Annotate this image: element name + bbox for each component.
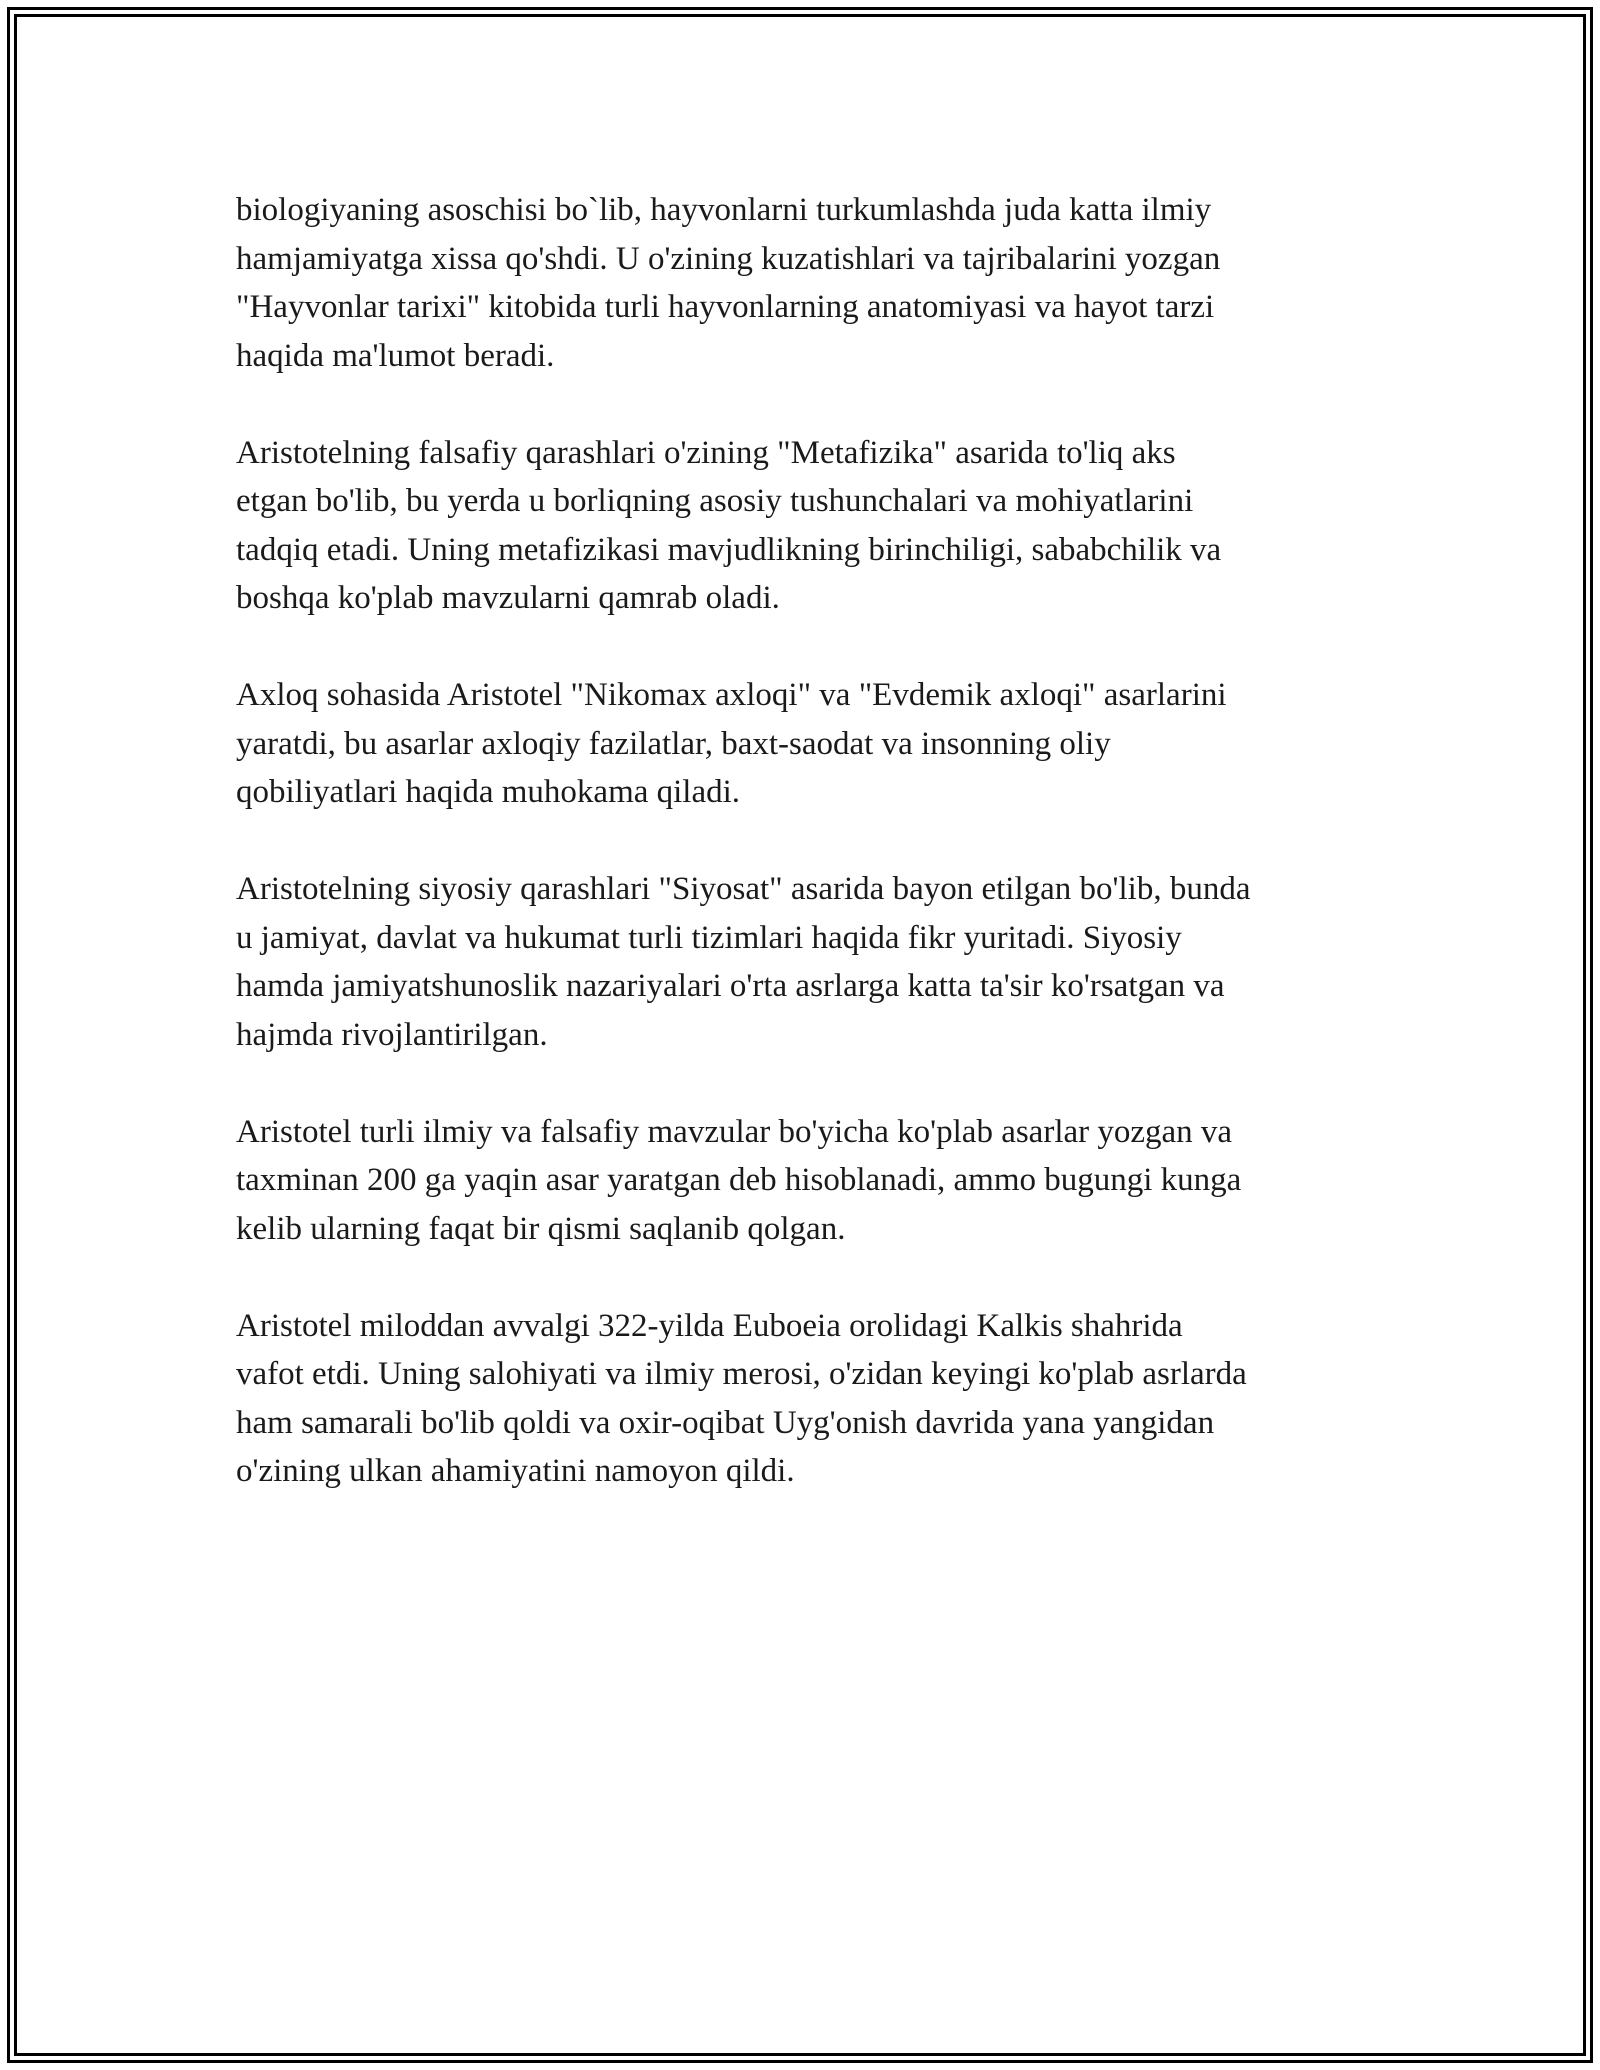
paragraph-2: Aristotelning falsafiy qarashlari o'zining "Metafizika" asarida to'liq aks etgan bo'lib, bu yerda u borliqning asosiy tushunchalari va mohiyatlarini tadqiq etadi. Uning metafizikasi mavjudlikning birinchiligi, sababchilik va boshqa ko'plab mavzularni qamrab oladi. [236, 434, 1222, 616]
paragraph-1: biologiyaning asoschisi bo`lib, hayvonlarni turkumlashda juda katta ilmiy hamjamiyatga xissa qo'shdi. U o'zining kuzatishlari va tajribalarini yozgan "Hayvonlar tarixi" kitobida turli hayvonlarning anatomiyasi va hayot tarzi haqida ma'lumot beradi. [236, 192, 1221, 374]
document-body [236, 186, 1386, 1544]
paragraph-5: Aristotel turli ilmiy va falsafiy mavzular bo'yicha ko'plab asarlar yozgan va taxminan 200 ga yaqin asar yaratgan deb hisoblanadi, ammo bugungi kunga kelib ularning faqat bir qismi saqlanib qolgan. [236, 1113, 1242, 1247]
paragraph-4: Aristotelning siyosiy qarashlari "Siyosat" asarida bayon etilgan bo'lib, bunda u jamiyat, davlat va hukumat turli tizimlari haqida fikr yuritadi. Siyosiy hamda jamiyatshunoslik nazariyalari o'rta asrlarga katta ta'sir ko'rsatgan va hajmda rivojlantirilgan. [236, 871, 1251, 1053]
paragraph-6: Aristotel miloddan avvalgi 322-yilda Euboeia orolidagi Kalkis shahrida vafot etdi. Uning salohiyati va ilmiy merosi, o'zidan keyingi ko'plab asrlarda ham samarali bo'lib qoldi va oxir-oqibat Uyg'onish davrida yana yangidan o'zining ulkan ahamiyatini namoyon qildi. [236, 1307, 1247, 1489]
paragraph-3: Axloq sohasida Aristotel "Nikomax axloqi" va "Evdemik axloqi" asarlarini yaratdi, bu asarlar axloqiy fazilatlar, baxt-saodat va insonning oliy qobiliyatlari haqida muhokama qiladi. [236, 677, 1227, 810]
